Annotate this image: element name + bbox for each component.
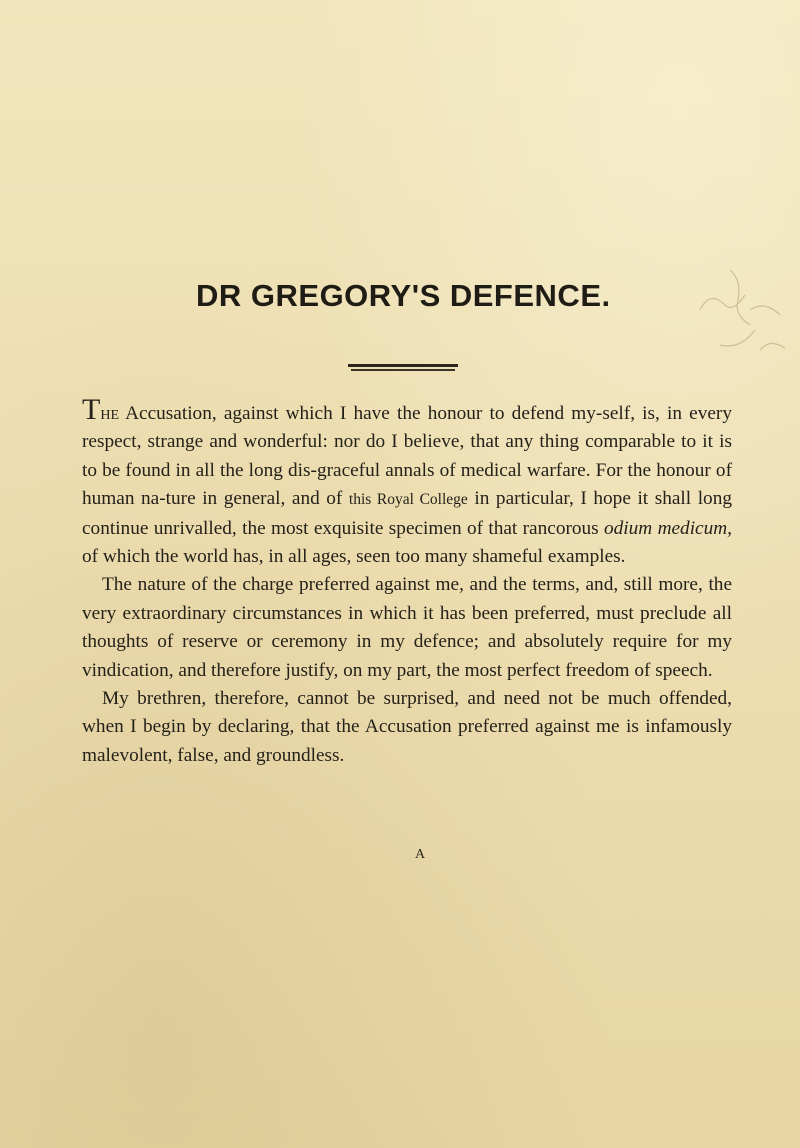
paragraph-1-small-text: this Royal College [348, 491, 468, 509]
page-title: DR GREGORY'S DEFENCE. [196, 278, 611, 313]
paragraph-2: The nature of the charge preferred against me, and the terms, and, still more, the very extraordinary circumstances in which it has been preferred, must preclude all thoughts of reserve or ceremony in my defence; and absolutely require for my vindication, and therefore justify, on my part, the most perfect freedom of speech. [82, 574, 732, 681]
bleed-through-mark [690, 250, 800, 390]
drop-cap: T [82, 393, 101, 426]
title-rule-thin [351, 369, 455, 371]
paragraph-3: My brethren, therefore, cannot be surprised, and need not be much offended, when I begin by declaring, that the Accusation preferred against me is infamously malevolent, false, and groundless. [82, 688, 732, 766]
paragraph-1-text-a: Accusation, against which I have the honour to defend my-self, is, in every respect, strange and wonderful: nor do I believe, that any thing comparable to it is to be found in all the long dis-graceful annals of medical warfare. For the honour of human na-ture in general, and of [82, 403, 732, 510]
paragraph-1-text-c: of which the world has, in all ages, seen too many shameful examples. [82, 546, 626, 568]
body-text [82, 393, 732, 770]
paragraph-1-italic: odium medicum, [604, 517, 732, 539]
paragraph-1-text-b: in particular, I hope it shall long continue unrivalled, the most exquisite specimen of that rancorous [82, 488, 732, 539]
paragraph-1 [82, 393, 732, 571]
title-rule [348, 364, 458, 367]
small-caps-word: he [100, 403, 119, 424]
signature-mark: A [415, 847, 426, 862]
